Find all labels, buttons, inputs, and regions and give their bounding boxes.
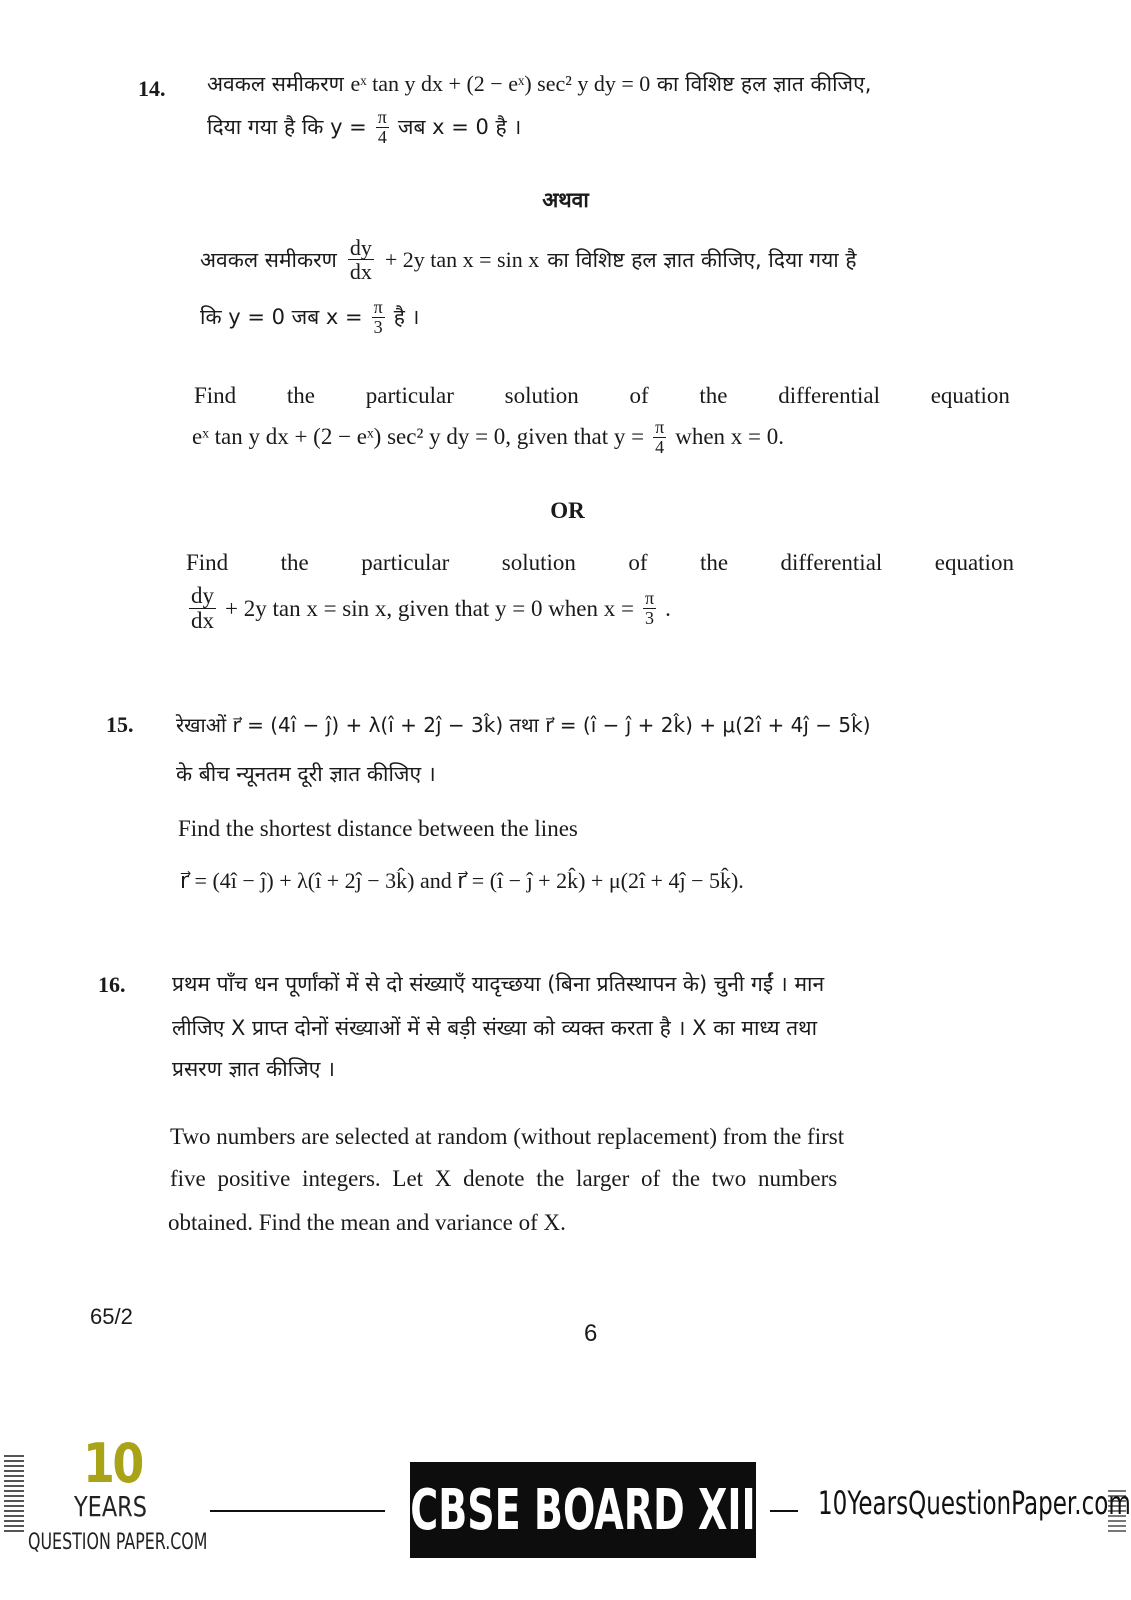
q14-english-alt-line-1: Find the particular solution of the differential equation bbox=[186, 550, 1014, 575]
q16-english-line-3: obtained. Find the mean and variance of X. bbox=[168, 1210, 566, 1235]
footer-divider-right bbox=[770, 1510, 798, 1512]
page-number: 6 bbox=[584, 1320, 598, 1347]
q16-hindi-line-3: प्रसरण ज्ञात कीजिए । bbox=[172, 1057, 335, 1081]
footer-divider-left bbox=[210, 1510, 385, 1512]
q16-english-line-1: Two numbers are selected at random (without replacement) from the first bbox=[170, 1124, 845, 1149]
q15-hindi-line-2: के बीच न्यूनतम दूरी ज्ञात कीजिए । bbox=[176, 762, 436, 786]
q14-english-line-1: Find the particular solution of the differential equation bbox=[194, 383, 1010, 408]
site-logo[interactable] bbox=[28, 1432, 208, 1582]
q14-hindi-line-1: अवकल समीकरण eˣ tan y dx + (2 − eˣ) sec² y dy = 0 का विशिष्ट हल ज्ञात कीजिए, bbox=[207, 71, 872, 96]
cbse-board-banner bbox=[410, 1462, 756, 1558]
logo-years: YEARS bbox=[74, 1490, 147, 1523]
barcode-decoration bbox=[4, 1455, 24, 1535]
q14-hindi-or: अथवा bbox=[542, 188, 589, 212]
q16-hindi-line-1: प्रथम पाँच धन पूर्णांकों में से दो संख्याएँ यादृच्छया (बिना प्रतिस्थापन के) चुनी गईं । मान bbox=[172, 972, 825, 996]
q15-english-line-1: Find the shortest distance between the lines bbox=[178, 816, 578, 841]
banner-text: CBSE BOARD XII bbox=[410, 1477, 756, 1543]
question-number-16: 16. bbox=[98, 972, 126, 997]
q14-english-line-2: eˣ tan y dx + (2 − eˣ) sec² y dy = 0, given that y = $\frac{\pi}{4}$ when x = 0. bbox=[192, 417, 785, 457]
q14-english-or: OR bbox=[550, 498, 585, 523]
question-number-15: 15. bbox=[106, 712, 134, 737]
q14-english-alt-line-2: $\frac{dy}{dx}$ + 2y tan x = sin x, given that y = 0 when x = $\frac{\pi}{3}$ . bbox=[191, 583, 671, 634]
q16-english-line-2: five positive integers. Let X denote the larger of the two numbers bbox=[170, 1166, 838, 1191]
question-number-14: 14. bbox=[138, 76, 166, 101]
q14-hindi-alt-line-2: कि y = 0 जब x = $\frac{\pi}{3}$ है । bbox=[200, 297, 420, 337]
paper-code: 65/2 bbox=[90, 1304, 133, 1329]
q14-hindi-alt-line-1: अवकल समीकरण $\frac{dy}{dx}$ + 2y tan x = sin x का विशिष्ट हल ज्ञात कीजिए, दिया गया है bbox=[200, 235, 857, 285]
website-link[interactable]: 10YearsQuestionPaper.com bbox=[818, 1484, 1131, 1522]
q14-hindi-line-2: दिया गया है कि y = $\frac{\pi}{4}$ जब x = 0 है । bbox=[207, 107, 522, 147]
q16-hindi-line-2: लीजिए X प्राप्त दोनों संख्याओं में से बड़ी संख्या को व्यक्त करता है । X का माध्य तथा bbox=[172, 1016, 818, 1040]
q15-hindi-line-1: रेखाओं r⃗ = (4î − ĵ) + λ(î + 2ĵ − 3k̂) तथा r⃗ = (î − ĵ + 2k̂) + μ(2î + 4ĵ − 5k̂) bbox=[176, 713, 871, 737]
q15-english-line-2: r⃗ = (4î − ĵ) + λ(î + 2ĵ − 3k̂) and r⃗ = (î − ĵ + 2k̂) + μ(2î + 4ĵ − 5k̂). bbox=[180, 868, 744, 893]
logo-number: 10 bbox=[83, 1432, 142, 1495]
logo-site-name: QUESTION PAPER.COM bbox=[28, 1530, 208, 1555]
